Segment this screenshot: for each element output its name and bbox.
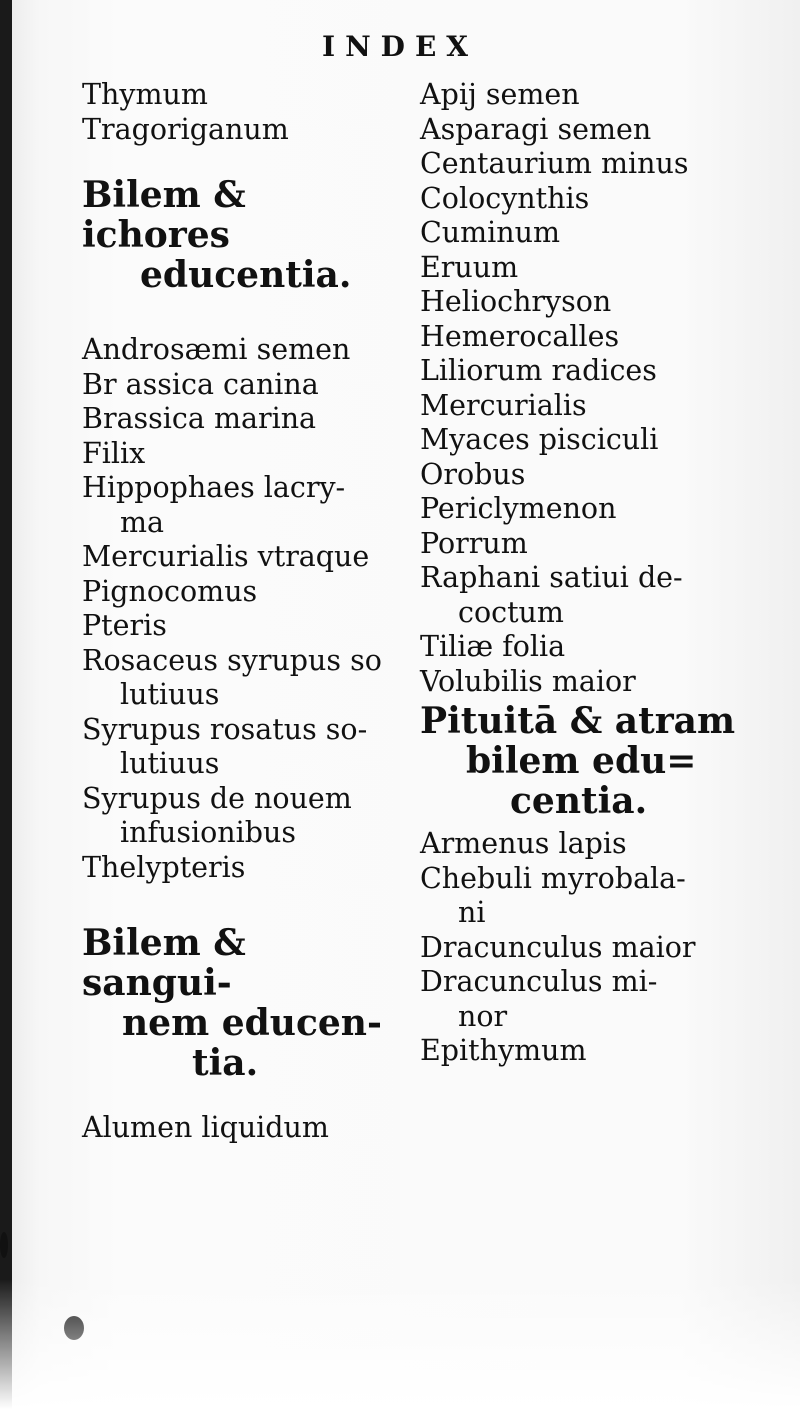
index-entry: Heliochryson xyxy=(420,285,612,318)
index-entry: Pignocomus xyxy=(82,574,258,608)
section-heading-pituita: Pituitā & atram bilem edu= centia. xyxy=(420,700,736,822)
index-entry: Tiliæ folia xyxy=(420,630,566,663)
index-entry-hippophaes: Hippophaes lacry- ma xyxy=(82,471,346,539)
index-entry: Colocynthis xyxy=(420,181,590,215)
index-entry: Mercurialis xyxy=(420,388,587,422)
index-entry: Tragoriganum xyxy=(82,112,289,146)
right-column xyxy=(420,78,740,1069)
index-entry: Hemerocalles xyxy=(420,319,620,353)
index-entry: Filix xyxy=(82,436,146,470)
index-entry: Pteris xyxy=(82,609,167,642)
index-entry-syrupus-rosatus: Syrupus rosatus so- lutiuus xyxy=(82,712,368,780)
page-bottom-margin xyxy=(0,1279,800,1409)
index-entry: Br assica canina xyxy=(82,367,319,401)
section-heading-bilem-ichores: Bilem & ichores educentia. xyxy=(82,174,352,296)
index-entry-rosaceus: Rosaceus syrupus so lutiuus xyxy=(82,643,382,711)
index-entry: Cuminum xyxy=(420,216,561,249)
index-entry: Thymum xyxy=(82,78,208,111)
index-entry: Centaurium minus xyxy=(420,147,689,180)
index-entry: Mercurialis vtraque xyxy=(82,540,370,573)
index-entry: Brassica marina xyxy=(82,402,317,435)
index-entry: Epithymum xyxy=(420,1034,587,1067)
index-entry: Periclymenon xyxy=(420,492,617,525)
index-entry: Alumen liquidum xyxy=(82,1111,329,1144)
index-entry-dracunculus-minor: Dracunculus mi- nor xyxy=(420,965,658,1033)
index-entry-chebuli: Chebuli myrobala- ni xyxy=(420,861,686,929)
binding-hole-mark xyxy=(0,1232,8,1258)
index-entry: Armenus lapis xyxy=(420,827,627,860)
index-entry: Apij semen xyxy=(420,78,580,111)
index-entry: Asparagi semen xyxy=(420,112,652,146)
index-entry: Liliorum radices xyxy=(420,354,657,387)
left-column xyxy=(82,78,402,1146)
index-entry-syrupus-nouem: Syrupus de nouem infusionibus xyxy=(82,781,352,849)
page-edge-shadow xyxy=(0,0,12,1409)
index-entry-raphani: Raphani satiui de- coctum xyxy=(420,561,683,629)
page-header: INDEX xyxy=(321,30,479,63)
section-heading-bilem-sanguinem: Bilem & sangui- nem educen- tia. xyxy=(82,922,382,1084)
index-entry: Dracunculus maior xyxy=(420,930,696,964)
index-entry: Myaces pisciculi xyxy=(420,423,659,456)
index-entry: Thelypteris xyxy=(82,850,246,884)
index-entry: Androsæmi semen xyxy=(82,333,351,366)
index-entry: Volubilis maior xyxy=(420,664,636,698)
index-entry: Eruum xyxy=(420,250,519,284)
index-entry: Porrum xyxy=(420,526,528,560)
index-entry: Orobus xyxy=(420,457,526,491)
